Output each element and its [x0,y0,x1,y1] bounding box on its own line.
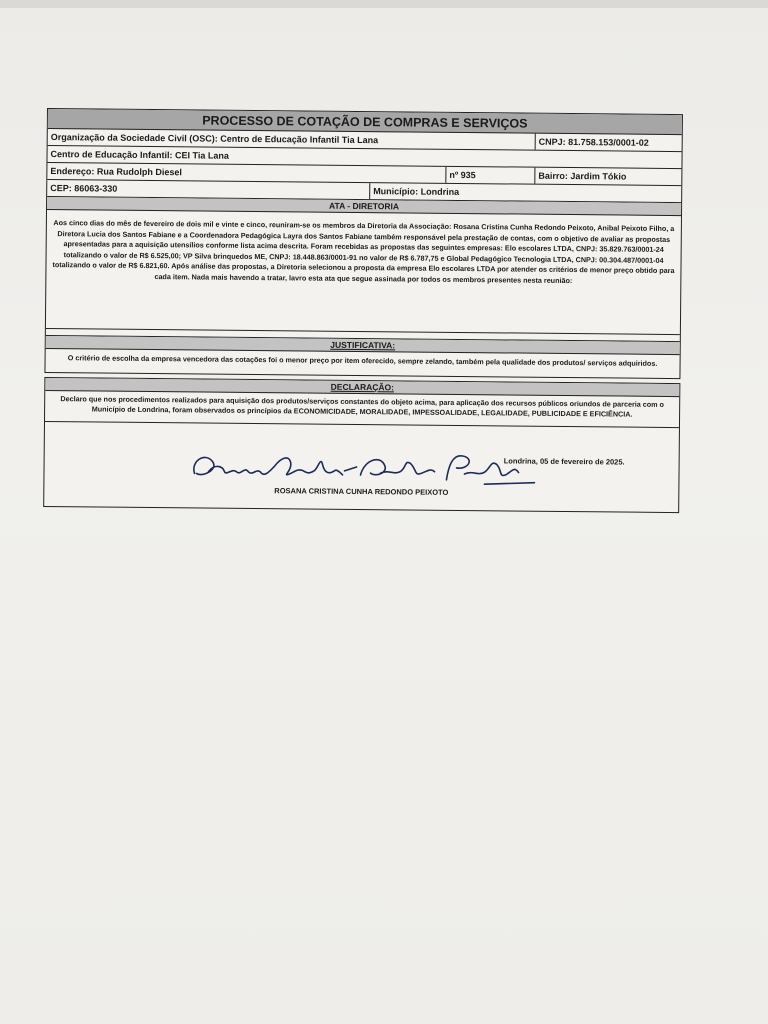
justificativa-title-text: JUSTIFICATIVA: [330,339,396,351]
signer-name: ROSANA CRISTINA CUNHA REDONDO PEIXOTO [274,485,449,497]
cep-field: CEP: 86063-330 [50,183,118,194]
ata-body [46,210,681,335]
ata-text: Aos cinco dias do mês de fevereiro de dois mil e vinte e cinco, reuniram-se os membros da Diretoria da Associação: Rosana Cristina Cunha Redondo Peixoto, Anibal Peixoto Filho, a Diretora Lucia dos Santos Fabiane e a Coordenadora Pedagógica Layra dos Santos Fabiane também responsável pela prestação de contas, com o objetivo de avaliar as propostas apresentadas para a aquisição utensílios conforme lista acima descrita. Foram recebidas as propostas das seguintes empresas: Elo escolares LTDA, CNPJ: 35.829.763/0001-24 totalizando o valor de R$ 6.525,00; VP Silva brinquedos ME, CNPJ: 18.448.863/0001-91 no valor de R$ 6.787,75 e Global Pedagógico Tecnologia LTDA, CNPJ: 00.304.487/0001-04 totalizando o valor de R$ 6.821,60. Após análise das propostas, a Diretoria selecionou a proposta da empresa Elo escolares LTDA por atender os critérios de menor preço obtido para cada item. Nada mais havendo a tratar, lavro esta ata que segue assinada por todos os membros presentes nesta reunião: [52,218,675,286]
numero-field: nº 935 [445,167,534,184]
osc-field: Organização da Sociedade Civil (OSC): Centro de Educação Infantil Tia Lana [50,132,379,146]
cnpj-field: CNPJ: 81.758.153/0001-02 [535,134,682,151]
bairro-field: Bairro: Jardim Tókio [534,168,681,185]
handwritten-signature [184,443,544,490]
document-form [43,108,683,517]
document-title: PROCESSO DE COTAÇÃO DE COMPRAS E SERVIÇOS [48,109,682,135]
municipio-field: Município: Londrina [369,183,681,202]
paper-sheet [0,8,768,1024]
justificativa-text: O critério de escolha da empresa vencedora das cotações foi o menor preço por item oferecido, sempre zelando, também pela qualidade dos produtos/ serviços adquiridos. [67,353,658,368]
main-form-box [44,108,683,379]
endereco-field: Endereço: Rua Rudolph Diesel [50,166,182,178]
city-date: Londrina, 05 de fevereiro de 2025. [503,456,625,467]
declaracao-text: Declaro que nos procedimentos realizados para aquisição dos produtos/serviços constantes do objeto acima, para aplicação dos recursos públicos oriundos de parceria com o Município de Londrina, foram observados os princípios da ECONOMICIDADE, MORALIDADE, IMPESSOALIDADE, LEGALIDADE, PUBLICIDADE E EFICIÊNCIA. [60,393,664,419]
declaracao-box [43,377,680,513]
ata-title: ATA - DIRETORIA [47,197,681,216]
centro-field: Centro de Educação Infantil: CEI Tia Lana [50,149,229,161]
declaracao-title-text: DECLARAÇÃO: [330,381,395,392]
signature-area [44,421,679,512]
